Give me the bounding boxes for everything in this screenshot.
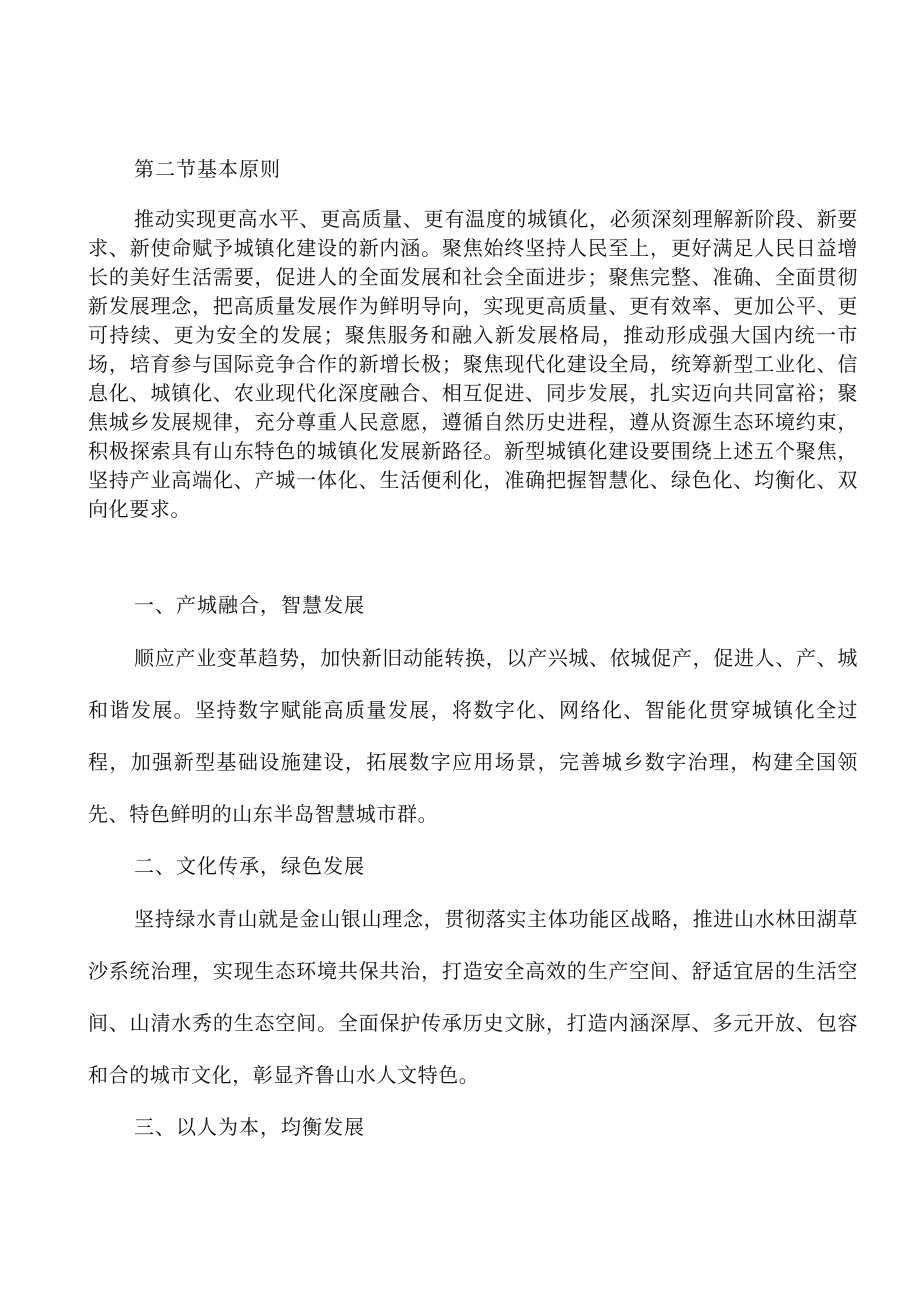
principle-heading-3: 三、以人为本，均衡发展 (134, 1115, 365, 1139)
principle-body-2: 坚持绿水青山就是金山银山理念，贯彻落实主体功能区战略，推进山水林田湖草沙系统治理，实现生态环境共保共治，打造安全高效的生产空间、舒适宜居的生活空间、山清水秀的生态空间。全面保护传承历史文脉，打造内涵深厚、多元开放、包容和合的城市文化，彰显齐鲁山水人文特色。 (88, 907, 858, 1087)
principle-heading-2: 二、文化传承，绿色发展 (134, 854, 365, 878)
principle-heading-1: 一、产城融合，智慧发展 (134, 593, 365, 617)
principle-body-1: 顺应产业变革趋势，加快新旧动能转换，以产兴城、依城促产，促进人、产、城和谐发展。坚持数字赋能高质量发展，将数字化、网络化、智能化贯穿城镇化全过程，加强新型基础设施建设，拓展数字应用场景，完善城乡数字治理，构建全国领先、特色鲜明的山东半岛智慧城市群。 (88, 646, 858, 826)
section-title: 第二节基本原则 (134, 157, 281, 181)
intro-paragraph: 推动实现更高水平、更高质量、更有温度的城镇化，必须深刻理解新阶段、新要求、新使命赋予城镇化建设的新内涵。聚焦始终坚持人民至上，更好满足人民日益增长的美好生活需要，促进人的全面发展和社会全面进步；聚焦完整、准确、全面贯彻新发展理念，把高质量发展作为鲜明导向，实现更高质量、更有效率、更加公平、更可持续、更为安全的发展；聚焦服务和融入新发展格局，推动形成强大国内统一市场，培育参与国际竞争合作的新增长极；聚焦现代化建设全局，统筹新型工业化、信息化、城镇化、农业现代化深度融合、相互促进、同步发展，扎实迈向共同富裕；聚焦城乡发展规律，充分尊重人民意愿，遵循自然历史进程，遵从资源生态环境约束，积极探索具有山东特色的城镇化发展新路径。新型城镇化建设要围绕上述五个聚焦，坚持产业高端化、产城一体化、生活便利化，准确把握智慧化、绿色化、均衡化、双向化要求。 (88, 207, 858, 521)
